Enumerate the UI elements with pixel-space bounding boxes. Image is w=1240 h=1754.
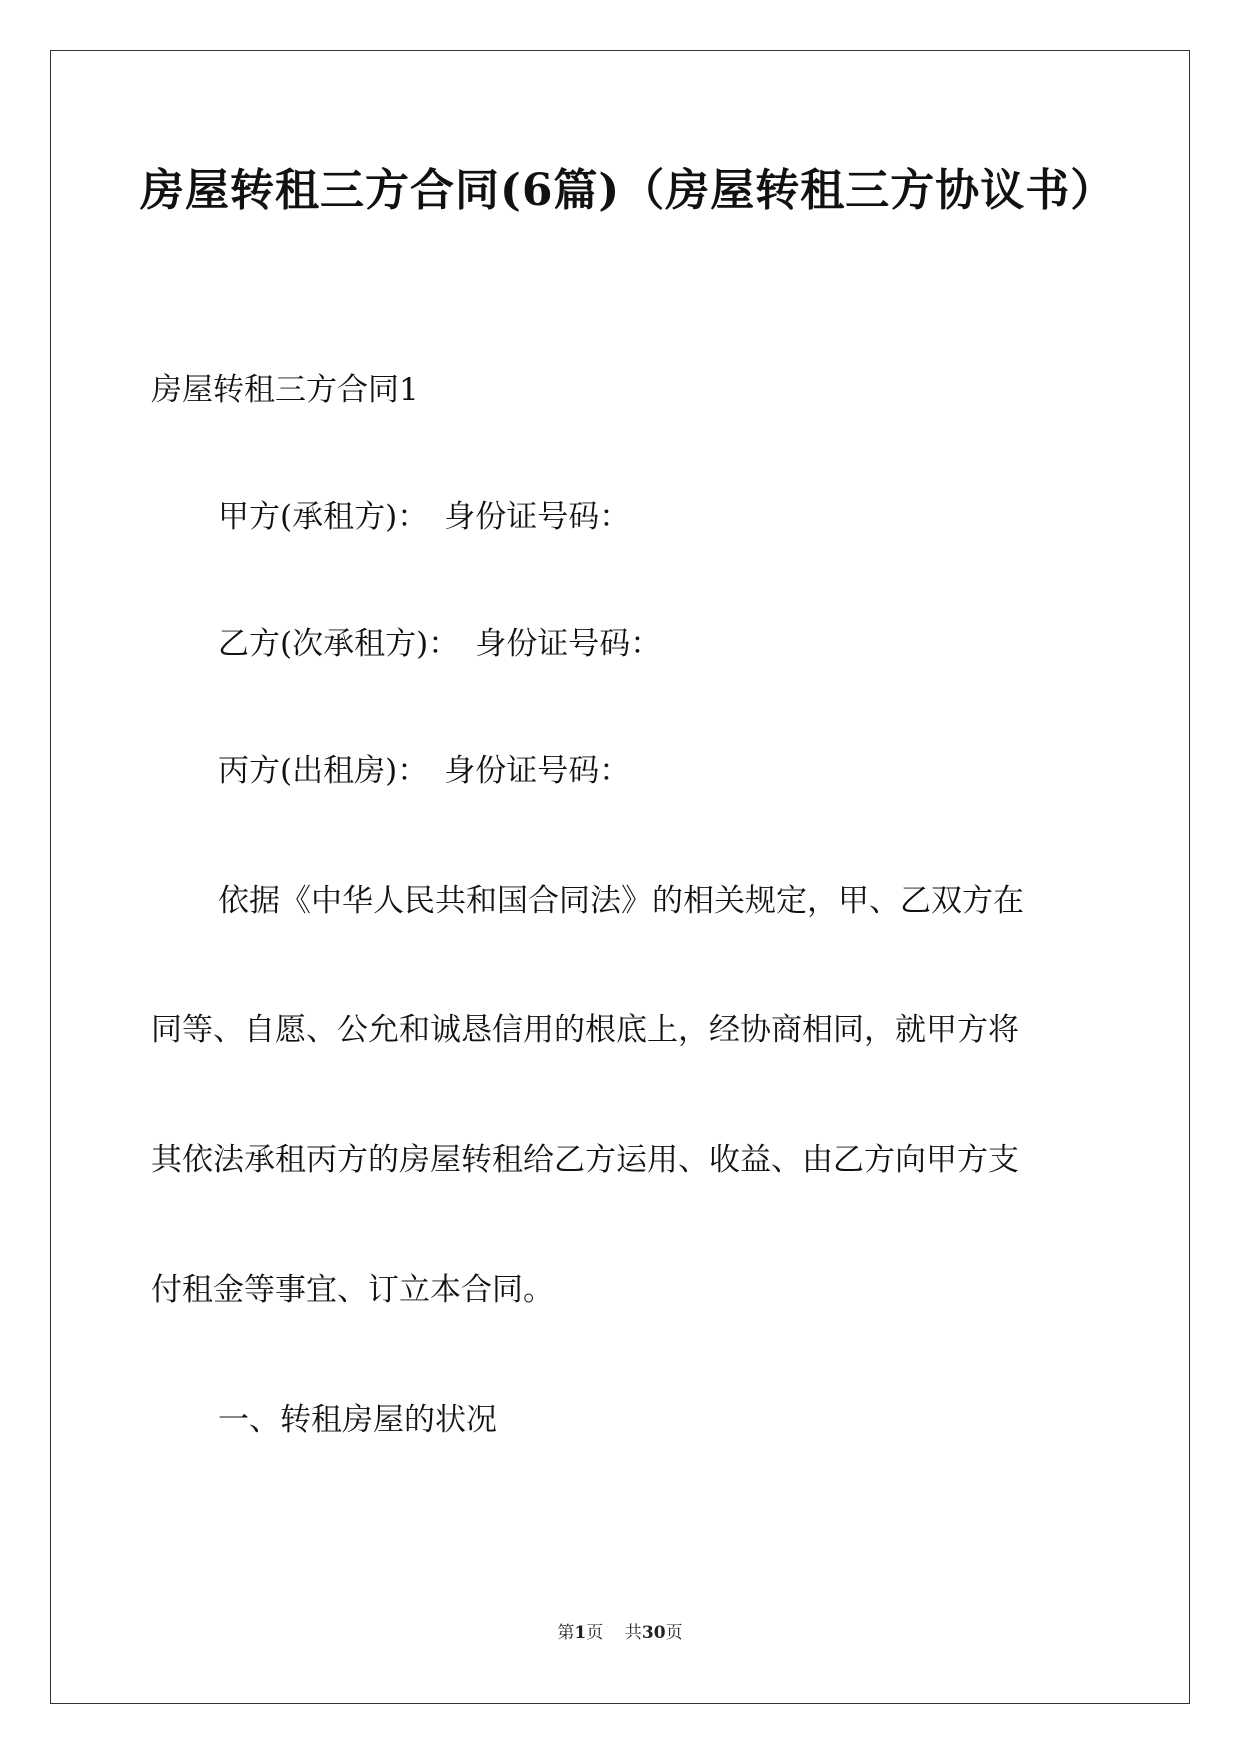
section-title: 房屋转租三方合同1 — [151, 372, 419, 408]
clause-1-heading: 一、转租房屋的状况 — [218, 1402, 497, 1438]
party-b-id-label: 身份证号码： — [475, 626, 662, 662]
party-a-label: 甲方(承租方)： — [218, 499, 429, 535]
page-suffix: 页 — [586, 1623, 604, 1643]
document-title: 房屋转租三方合同(6篇)（房屋转租三方协议书） — [140, 165, 1116, 216]
page-current: 1 — [574, 1623, 587, 1643]
body-line: 付租金等事宜、订立本合同。 — [151, 1272, 554, 1308]
party-c-id-label: 身份证号码： — [444, 753, 631, 789]
page-footer — [0, 1622, 1240, 1644]
body-line: 同等、自愿、公允和诚恳信用的根底上，经协商相同，就甲方将 — [151, 1012, 1019, 1048]
total-prefix: 共 — [624, 1623, 642, 1643]
party-b-label: 乙方(次承租方)： — [218, 626, 460, 662]
page-border — [50, 50, 1190, 1704]
body-line: 依据《中华人民共和国合同法》的相关规定，甲、乙双方在 — [218, 883, 1024, 919]
page-prefix: 第 — [557, 1623, 575, 1643]
party-a-line — [218, 497, 630, 537]
page-total: 30 — [641, 1623, 666, 1643]
party-c-label: 丙方(出租房)： — [218, 753, 429, 789]
body-line: 其依法承租丙方的房屋转租给乙方运用、收益、由乙方向甲方支 — [151, 1142, 1019, 1178]
party-b-line — [218, 624, 661, 664]
total-suffix: 页 — [665, 1623, 683, 1643]
party-c-line — [218, 751, 630, 791]
party-a-id-label: 身份证号码： — [444, 499, 631, 535]
